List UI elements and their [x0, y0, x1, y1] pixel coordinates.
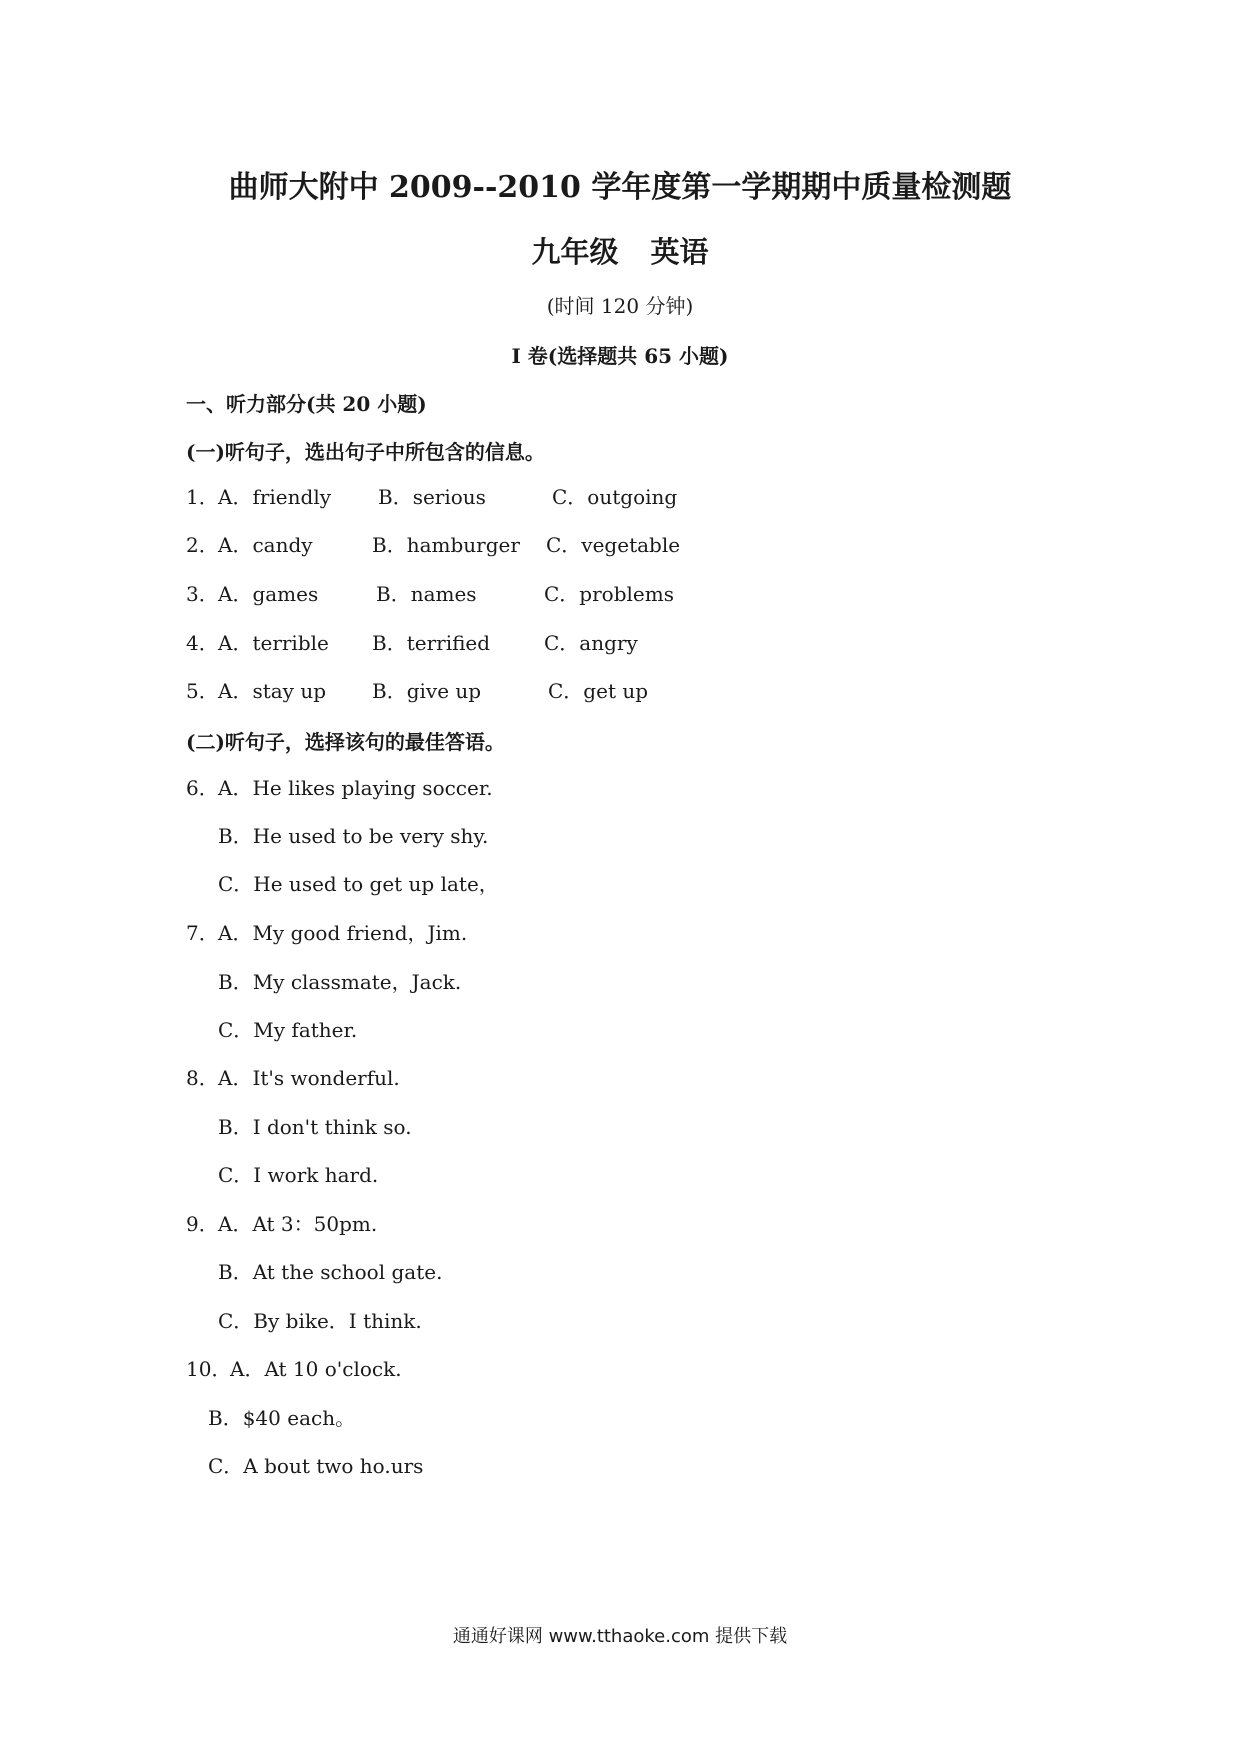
- option-b: B．I don't think so.: [218, 1115, 412, 1139]
- option-a: A．It's wonderful.: [218, 1066, 400, 1090]
- option-c: C．I work hard.: [218, 1163, 379, 1187]
- option-a: A．stay up: [218, 679, 327, 703]
- option-b: B．serious: [378, 485, 486, 509]
- option-b: B．give up: [372, 679, 482, 703]
- option-a: A．My good friend，Jim.: [218, 921, 468, 945]
- option-a: A．terrible: [218, 631, 329, 655]
- option-a: A．friendly: [218, 485, 332, 509]
- option-a: A．He likes playing soccer.: [218, 776, 493, 800]
- question-number: 5．: [186, 679, 219, 703]
- option-b: B．At the school gate.: [218, 1260, 443, 1284]
- option-c: C．He used to get up late，: [218, 872, 499, 896]
- question-number: 9．: [186, 1212, 219, 1236]
- option-c: C．My father.: [218, 1018, 358, 1042]
- subject-label: 英语: [650, 235, 709, 269]
- exam-time: (时间 120 分钟): [546, 294, 694, 318]
- question-number: 4．: [186, 631, 219, 655]
- exam-title: 曲师大附中 2009--2010 学年度第一学期期中质量检测题: [228, 170, 1012, 205]
- option-a: A．games: [218, 582, 319, 606]
- question-number: 8．: [186, 1066, 219, 1090]
- option-a: A．candy: [218, 533, 313, 557]
- option-c: C．A bout two ho.urs: [208, 1454, 424, 1478]
- option-c: C．By bike．I think.: [218, 1309, 422, 1333]
- grade-label: 九年级: [531, 235, 619, 269]
- option-c: C．outgoing: [552, 485, 678, 509]
- grade-subject-line: [0, 230, 1240, 271]
- option-c: C．get up: [548, 679, 649, 703]
- option-c: C．angry: [544, 631, 638, 655]
- question-number: 3．: [186, 582, 219, 606]
- option-a: A．At 10 o'clock.: [230, 1357, 402, 1381]
- volume-heading: I 卷(选择题共 65 小题): [511, 344, 729, 368]
- question-number: 1．: [186, 485, 219, 509]
- question-number: 10．: [186, 1357, 232, 1381]
- question-number: 7．: [186, 921, 219, 945]
- option-c: C．vegetable: [546, 533, 681, 557]
- question-number: 2．: [186, 533, 219, 557]
- option-b: B．hamburger: [372, 533, 520, 557]
- option-b: B．He used to be very shy.: [218, 824, 489, 848]
- option-b: B．names: [376, 582, 477, 606]
- page-footer: 通通好课网 www.tthaoke.com 提供下载: [452, 1626, 788, 1647]
- section-listening-heading: 一、听力部分(共 20 小题): [186, 392, 427, 416]
- question-number: 6．: [186, 776, 219, 800]
- part1-heading: (一)听句子，选出句子中所包含的信息。: [186, 440, 545, 464]
- option-c: C．problems: [544, 582, 674, 606]
- option-b: B．terrified: [372, 631, 491, 655]
- option-b: B．$40 each。: [208, 1406, 356, 1430]
- option-b: B．My classmate，Jack.: [218, 970, 462, 994]
- part2-heading: (二)听句子，选择该句的最佳答语。: [186, 730, 505, 754]
- option-a: A．At 3：50pm.: [218, 1212, 378, 1236]
